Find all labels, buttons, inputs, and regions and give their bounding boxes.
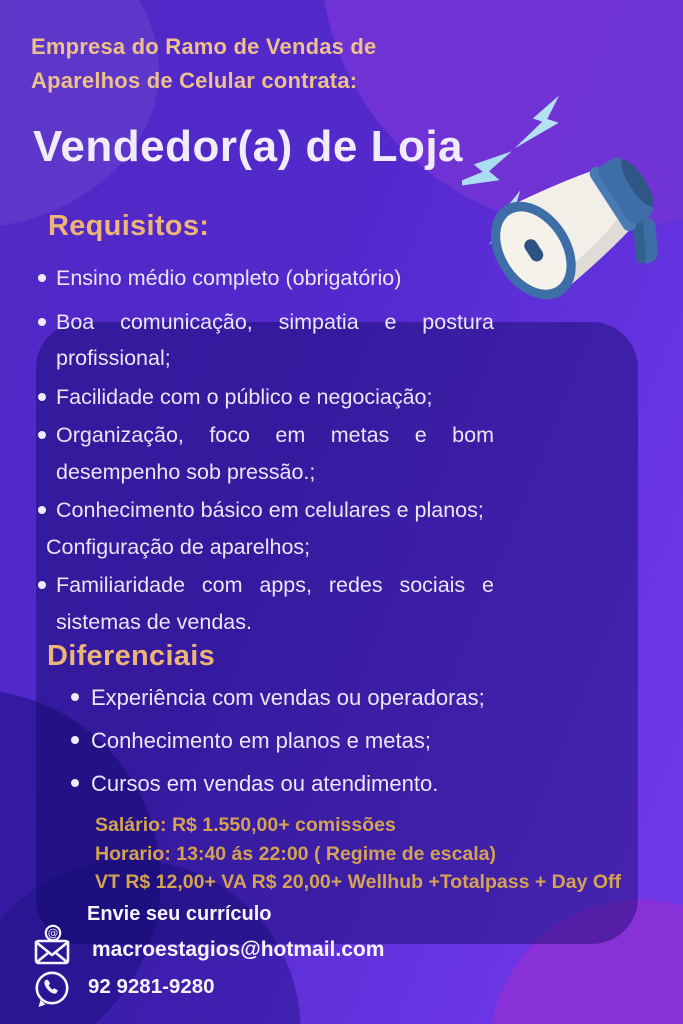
bullet-icon xyxy=(38,431,46,439)
bullet-icon xyxy=(38,581,46,589)
bullet-icon xyxy=(38,393,46,401)
contact-cta: Envie seu currículo xyxy=(87,903,272,925)
compensation-block xyxy=(95,811,655,897)
list-item: Boa comunicação, simpatia e postura profissional; xyxy=(31,304,596,377)
salary-line: Salário: R$ 1.550,00+ comissões xyxy=(95,814,396,836)
job-title: Vendedor(a) de Loja xyxy=(33,122,464,171)
list-item: Conhecimento em planos e metas; xyxy=(64,719,485,762)
svg-text:@: @ xyxy=(47,927,59,940)
requisitos-list xyxy=(31,260,596,642)
list-item: Familiaridade com apps, redes sociais e sistemas de vendas. xyxy=(31,567,596,640)
contact-email: macroestagios@hotmail.com xyxy=(92,938,385,961)
requisitos-heading: Requisitos: xyxy=(48,210,210,242)
list-item: Organização, foco em metas e bom desempenho sob pressão.; xyxy=(31,417,596,490)
company-intro-line1: Empresa do Ramo de Vendas de xyxy=(31,34,377,59)
lightning-bolt-icon xyxy=(515,88,567,159)
list-item: Experiência com vendas ou operadoras; xyxy=(64,676,485,719)
company-intro xyxy=(31,30,481,98)
list-item: Cursos em vendas ou atendimento. xyxy=(64,762,485,805)
contact-phone: 92 9281-9280 xyxy=(88,975,215,998)
whatsapp-icon xyxy=(33,969,71,1009)
list-item: Conhecimento básico em celulares e planos; Configuração de aparelhos; xyxy=(31,492,596,565)
bullet-icon xyxy=(71,736,79,744)
bullet-icon xyxy=(38,506,46,514)
diferenciais-heading: Diferenciais xyxy=(47,640,216,672)
bullet-icon xyxy=(38,274,46,282)
envelope-at-icon xyxy=(31,924,73,968)
bullet-icon xyxy=(71,693,79,701)
company-intro-line2: Aparelhos de Celular contrata: xyxy=(31,68,358,93)
bullet-icon xyxy=(71,779,79,787)
diferenciais-list xyxy=(64,676,485,805)
list-item: Facilidade com o público e negociação; xyxy=(31,379,596,416)
lightning-bolt-icon xyxy=(462,132,519,214)
list-item: Ensino médio completo (obrigatório) xyxy=(31,260,596,297)
benefits-line: VT R$ 12,00+ VA R$ 20,00+ Wellhub +Totalpass + Day Off xyxy=(95,871,621,893)
schedule-line: Horario: 13:40 ás 22:00 ( Regime de escala) xyxy=(95,842,497,865)
bullet-icon xyxy=(38,318,46,326)
